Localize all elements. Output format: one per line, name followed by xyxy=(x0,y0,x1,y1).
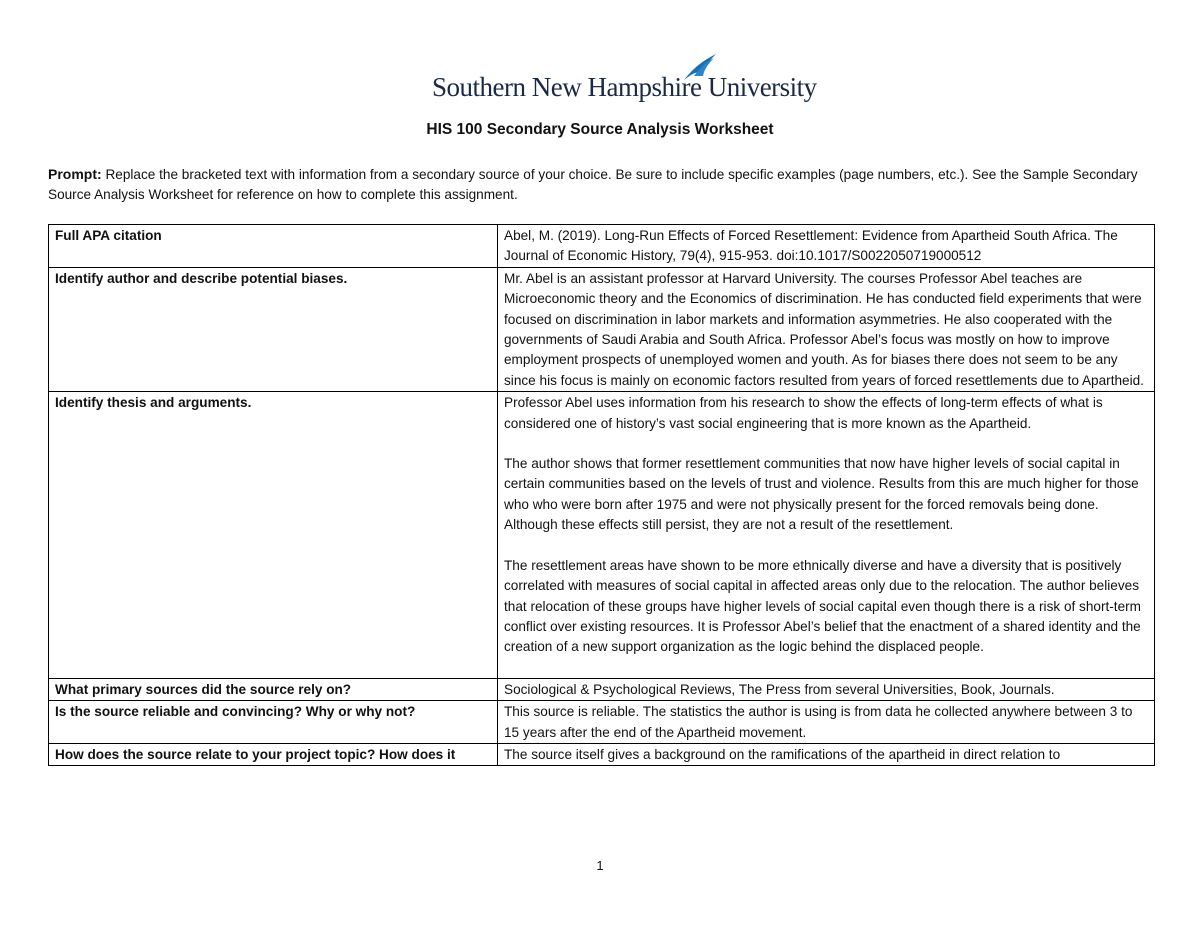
table-row xyxy=(49,701,1155,744)
table-row xyxy=(49,678,1155,700)
worksheet-table xyxy=(48,224,1155,766)
table-row xyxy=(49,225,1155,268)
answer-paragraph: Professor Abel uses information from his research to show the effects of long-term effects of what is considered one of history’s vast social engineering that is more known as the Apartheid. xyxy=(504,395,1103,431)
question-cell: Identify thesis and arguments. xyxy=(49,392,498,678)
prompt-text: Replace the bracketed text with information from a secondary source of your choice. Be sure to include specific examples (page numbers, etc.). See the Sample Secondary Source Analysis Worksheet for reference on how to complete this assignment. xyxy=(48,167,1138,202)
table-row xyxy=(49,743,1155,765)
answer-cell xyxy=(498,392,1155,678)
answer-cell: Mr. Abel is an assistant professor at Harvard University. The courses Professor Abel teaches are Microeconomic theory and the Economics of discrimination. He has conducted field experiments that were focused on discrimination in labor markets and information asymmetries. He also cooperated with the governments of Saudi Arabia and South Africa. Professor Abel’s focus was mostly on how to improve employment prospects of unemployed women and youth. As for biases there does not seem to be any since his focus is mainly on economic factors resulted from years of forced resettlements due to Apartheid. xyxy=(498,267,1155,391)
page-number: 1 xyxy=(596,858,604,873)
logo-wordmark: Southern New Hampshire University xyxy=(432,72,817,102)
question-cell: How does the source relate to your project topic? How does it xyxy=(49,743,498,765)
question-cell: Is the source reliable and convincing? Why or why not? xyxy=(49,701,498,744)
answer-paragraph: The resettlement areas have shown to be more ethnically diverse and have a diversity that is positively correlated with measures of social capital in affected areas only due to the relocation. The author believes that relocation of these groups have higher levels of social capital even though there is a risk of short-term conflict over existing resources. It is Professor Abel’s belief that the enactment of a shared identity and the creation of a new support organization as the logic behind the displaced people. xyxy=(504,557,1141,655)
table-row xyxy=(49,267,1155,391)
prompt-label: Prompt: xyxy=(48,166,102,182)
page-title: HIS 100 Secondary Source Analysis Worksheet xyxy=(426,121,774,138)
question-cell: Full APA citation xyxy=(49,225,498,268)
question-cell: Identify author and describe potential biases. xyxy=(49,267,498,391)
answer-cell: Sociological & Psychological Reviews, The Press from several Universities, Book, Journals. xyxy=(498,678,1155,700)
answer-cell: This source is reliable. The statistics the author is using is from data he collected anywhere between 3 to 15 years after the end of the Apartheid movement. xyxy=(498,701,1155,744)
answer-cell: The source itself gives a background on the ramifications of the apartheid in direct relation to xyxy=(498,743,1155,765)
table-row xyxy=(49,392,1155,678)
university-logo xyxy=(432,52,817,108)
answer-cell: Abel, M. (2019). Long-Run Effects of Forced Resettlement: Evidence from Apartheid South Africa. The Journal of Economic History, 79(4), 915-953. doi:10.1017/S0022050719000512 xyxy=(498,225,1155,268)
answer-paragraph: The author shows that former resettlement communities that now have higher levels of social capital in certain communities based on the levels of trust and violence. Results from this are much higher for those who who were born after 1975 and were not physically present for the forced removals being done. Although these effects still persist, they are not a result of the resettlement. xyxy=(504,456,1139,533)
prompt-paragraph xyxy=(48,164,1158,205)
question-cell: What primary sources did the source rely on? xyxy=(49,678,498,700)
